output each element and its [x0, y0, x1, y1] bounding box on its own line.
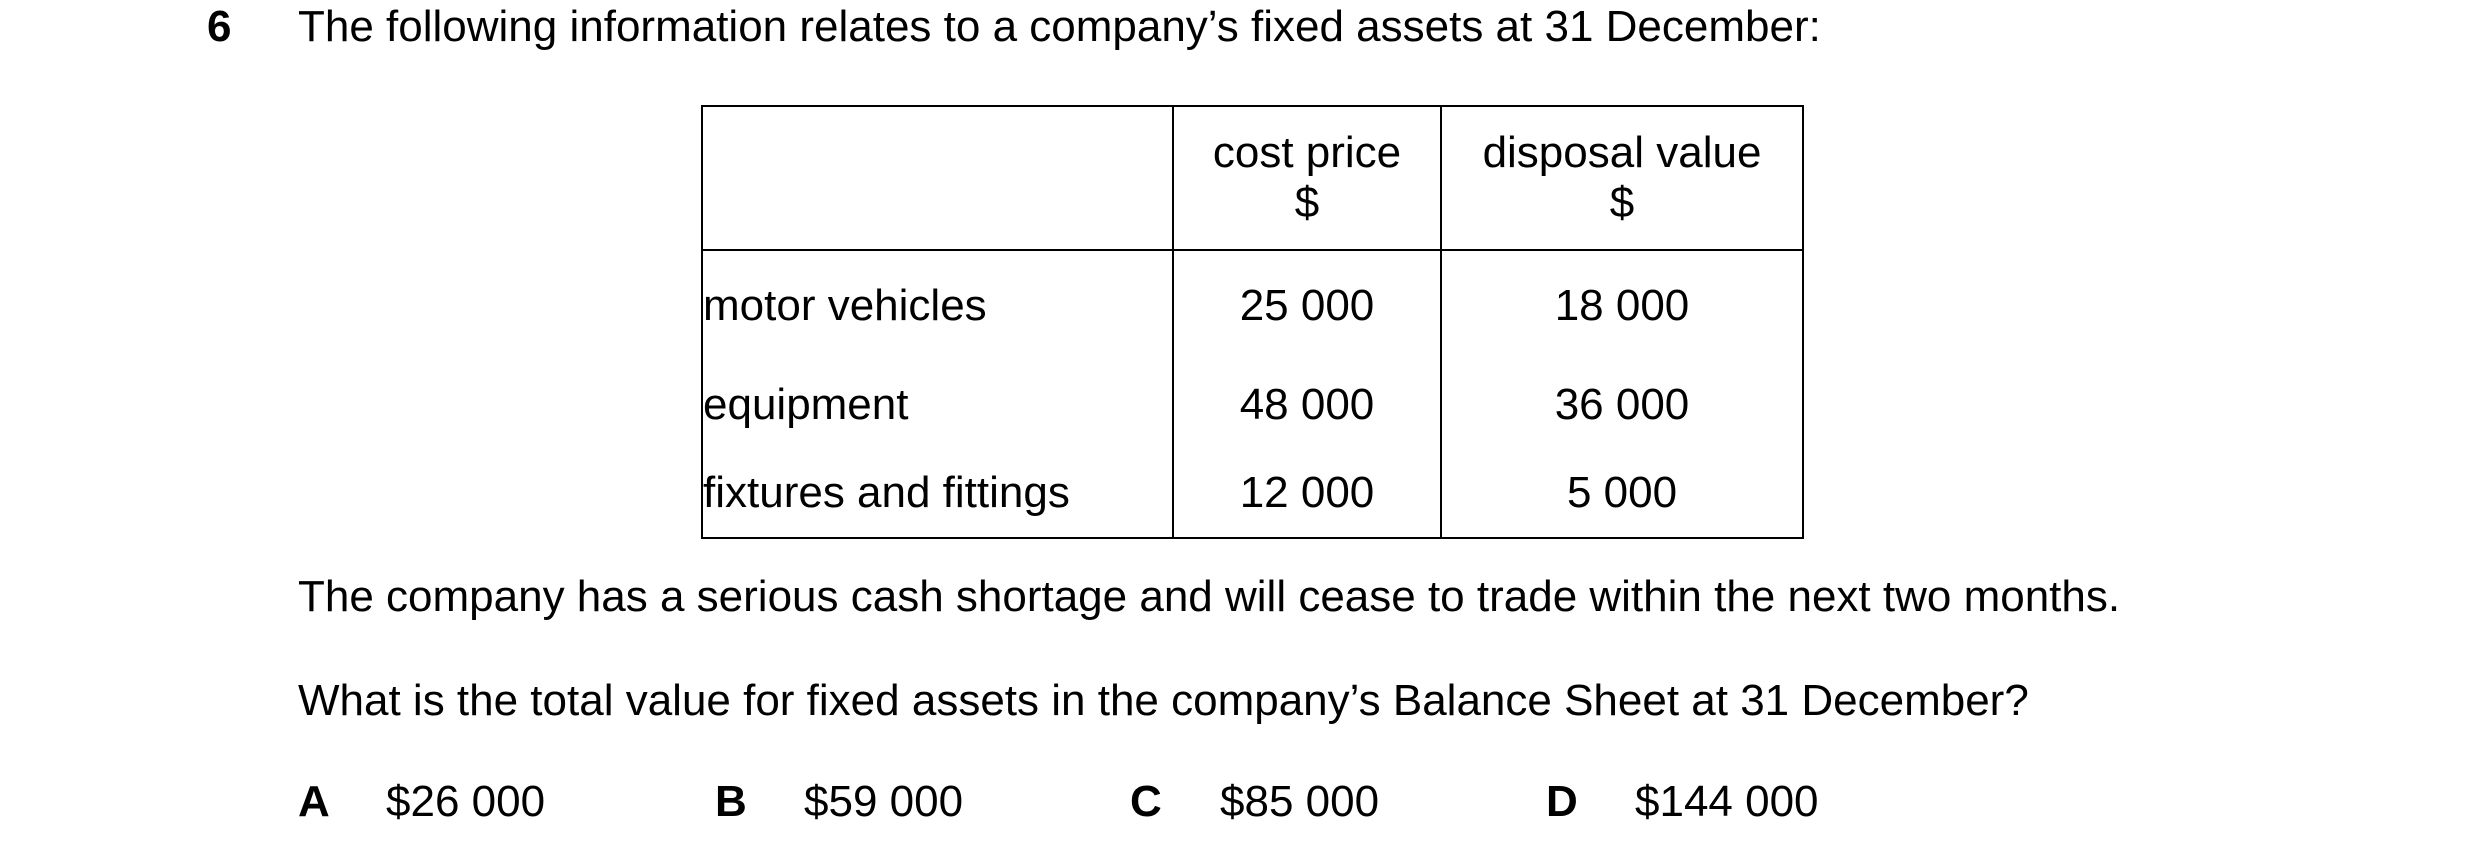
- header-blank: [702, 106, 1173, 250]
- option-c-text[interactable]: $85 000: [1220, 777, 1380, 826]
- option-d-text[interactable]: $144 000: [1635, 777, 1819, 826]
- option-a-text[interactable]: $26 000: [386, 777, 546, 826]
- table-row: [702, 449, 1803, 538]
- header-cost-price: [1173, 106, 1441, 250]
- table-row: [702, 250, 1803, 361]
- header-disposal-value-unit: $: [1609, 178, 1635, 227]
- header-disposal-value: [1441, 106, 1803, 250]
- row-name: equipment: [702, 361, 1173, 449]
- question-stem: The following information relates to a company’s fixed assets at 31 December:: [298, 2, 1821, 51]
- context-paragraph: The company has a serious cash shortage and will cease to trade within the next two months.: [298, 572, 2121, 621]
- option-b-text[interactable]: $59 000: [804, 777, 964, 826]
- table-row: [702, 361, 1803, 449]
- option-c-letter[interactable]: C: [1130, 777, 1162, 826]
- row-disposal: 5 000: [1441, 449, 1803, 538]
- row-name: motor vehicles: [702, 250, 1173, 361]
- option-a-letter[interactable]: A: [298, 777, 330, 826]
- header-cost-price-unit: $: [1294, 178, 1320, 227]
- row-cost: 25 000: [1173, 250, 1441, 361]
- option-b-letter[interactable]: B: [715, 777, 747, 826]
- option-d-letter[interactable]: D: [1546, 777, 1578, 826]
- question-prompt: What is the total value for fixed assets in the company’s Balance Sheet at 31 December?: [298, 676, 2029, 725]
- row-name: fixtures and fittings: [702, 449, 1173, 538]
- row-cost: 12 000: [1173, 449, 1441, 538]
- fixed-assets-table: [701, 105, 1804, 539]
- row-cost: 48 000: [1173, 361, 1441, 449]
- row-disposal: 36 000: [1441, 361, 1803, 449]
- answer-options: [0, 775, 2480, 835]
- question-number: 6: [207, 2, 232, 51]
- row-disposal: 18 000: [1441, 250, 1803, 361]
- header-disposal-value-label: disposal value: [1482, 128, 1762, 177]
- header-cost-price-label: cost price: [1212, 128, 1402, 177]
- table-header-row: [702, 106, 1803, 250]
